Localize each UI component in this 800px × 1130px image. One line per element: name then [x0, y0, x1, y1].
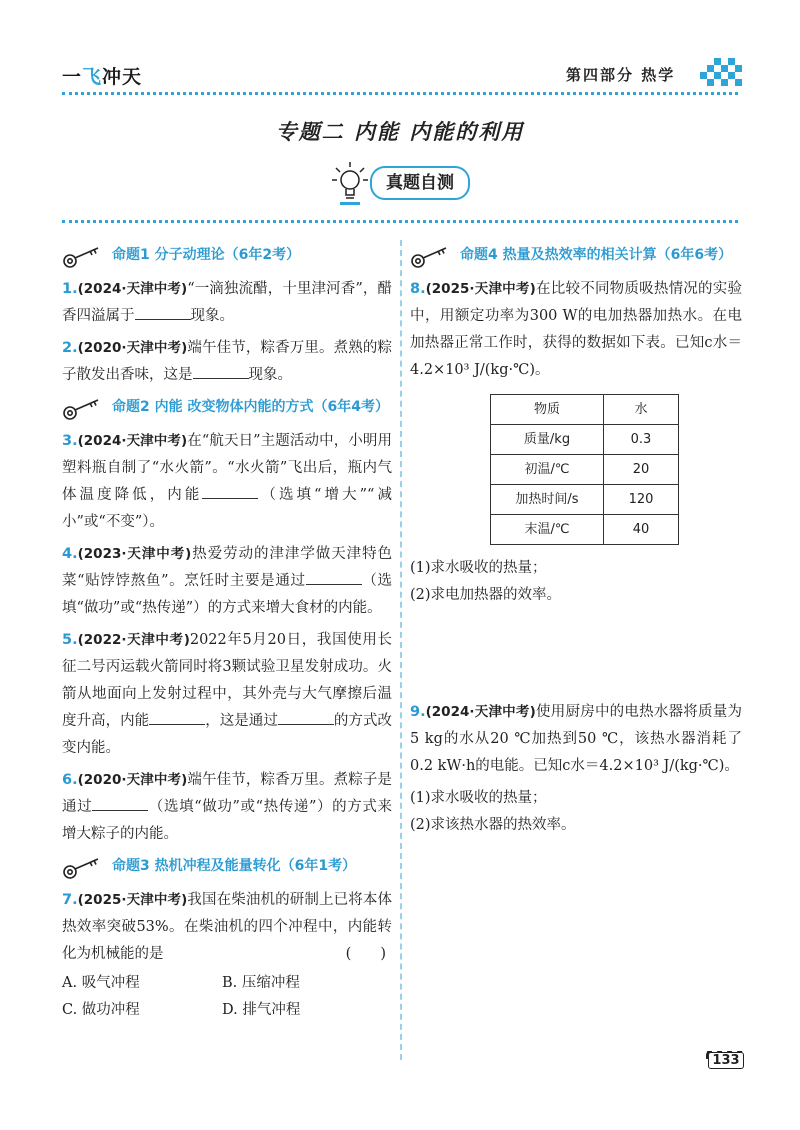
- answer-paren[interactable]: ( ): [345, 946, 386, 962]
- key-icon: [62, 244, 106, 270]
- data-table: [490, 394, 679, 545]
- question-9: 9.(2024·天津中考)使用厨房中的电热水器将质量为5 kg的水从20 ℃加热到50 ℃，该热水器消耗了0.2 kW·h的电能。已知c水＝4.2×10³ J/(kg·℃)。: [410, 704, 742, 774]
- section-divider: [62, 220, 738, 223]
- answer-space[interactable]: [410, 609, 742, 699]
- table-row: 加热时间/s 120: [491, 485, 679, 515]
- table-row: 初温/℃ 20: [491, 455, 679, 485]
- table-header-cell: 水: [604, 395, 679, 425]
- question-6: 6.(2020·天津中考)端午佳节，粽香万里。煮粽子是通过 （选填“做功”或“热传递”）的方式来增大粽子的内能。: [62, 772, 393, 842]
- section-badge: [330, 158, 480, 208]
- answer-blank[interactable]: [193, 362, 249, 379]
- left-column: [62, 240, 392, 1029]
- right-column: [410, 240, 742, 839]
- answer-blank[interactable]: [278, 708, 334, 725]
- topic-heading: 命题3 热机冲程及能量转化（6年1考）: [62, 853, 392, 883]
- page-title: 专题二 内能 内能的利用: [275, 119, 525, 144]
- table-row: 末温/℃ 40: [491, 515, 679, 545]
- option-c[interactable]: C. 做功冲程: [62, 1002, 140, 1018]
- answer-blank[interactable]: [149, 708, 205, 725]
- option-b[interactable]: B. 压缩冲程: [222, 975, 300, 991]
- subquestion: (2)求电加热器的效率。: [410, 587, 562, 603]
- topic-heading: 命题4 热量及热效率的相关计算（6年6考）: [410, 242, 742, 272]
- answer-blank[interactable]: [202, 482, 258, 499]
- brand-logo: 一飞冲天: [62, 66, 143, 88]
- answer-blank[interactable]: [306, 568, 362, 585]
- option-a[interactable]: A. 吸气冲程: [62, 975, 140, 991]
- question-2: 2.(2020·天津中考)端午佳节，粽香万里。煮熟的粽子散发出香味，这是 现象。: [62, 340, 393, 383]
- topic-heading: 命题1 分子动理论（6年2考）: [62, 242, 392, 272]
- column-divider: [400, 240, 402, 1060]
- question-5: 5.(2022·天津中考)2022年5月20日，我国使用长征二号丙运载火箭同时将3颗试验卫星发射成功。火箭从地面向上发射过程中，其外壳与大气摩擦后温度升高，内能 ，这是通过 的方式改变内能。: [62, 632, 392, 756]
- page-header: [0, 0, 800, 100]
- option-d[interactable]: D. 排气冲程: [222, 1002, 301, 1018]
- part-title: 第四部分 热学: [566, 66, 676, 84]
- key-icon: [62, 396, 106, 422]
- key-icon: [62, 855, 106, 881]
- options: [62, 970, 392, 1024]
- table-header: [491, 395, 679, 425]
- section-badge-label: 真题自测: [370, 166, 470, 200]
- page-number: 133: [708, 1052, 744, 1069]
- question-3: 3.(2024·天津中考)在“航天日”主题活动中，小明用塑料瓶自制了“水火箭”。“水火箭”飞出后，瓶内气体温度降低，内能 （选填“增大”“减小”或“不变”）。: [62, 433, 392, 530]
- question-7: 7.(2025·天津中考)我国在柴油机的研制上已将本体热效率突破53%。在柴油机的四个冲程中，内能转化为机械能的是 ( ) A. 吸气冲程 B. 压缩冲程 C. 做功冲程 D. 排气冲程: [62, 887, 392, 1024]
- checker-decoration: [700, 58, 742, 92]
- table-header-cell: 物质: [491, 395, 604, 425]
- subquestion: (1)求水吸收的热量；: [410, 560, 547, 576]
- topic-heading: 命题2 内能 改变物体内能的方式（6年4考）: [62, 394, 392, 424]
- question-8: 8.(2025·天津中考)在比较不同物质吸热情况的实验中，用额定功率为300 W的电加热器加热水。在电加热器正常工作时，获得的数据如下表。已知c水＝4.2×10³ J/(kg·℃)。: [410, 281, 742, 378]
- subquestion: (1)求水吸收的热量；: [410, 790, 547, 806]
- lightbulb-icon: [330, 158, 370, 208]
- key-icon: [410, 244, 454, 270]
- table-row: 质量/kg 0.3: [491, 425, 679, 455]
- question-4: 4.(2023·天津中考)热爱劳动的津津学做天津特色菜“贴饽饽熬鱼”。烹饪时主要是通过 （选填“做功”或“热传递”）的方式来增大食材的内能。: [62, 546, 393, 616]
- answer-blank[interactable]: [92, 794, 148, 811]
- header-divider: [62, 92, 738, 95]
- question-1: 1.(2024·天津中考)“一滴独流醋，十里津河香”，醋香四溢属于 现象。: [62, 281, 392, 324]
- subquestion: (2)求该热水器的热效率。: [410, 817, 576, 833]
- answer-blank[interactable]: [135, 303, 191, 320]
